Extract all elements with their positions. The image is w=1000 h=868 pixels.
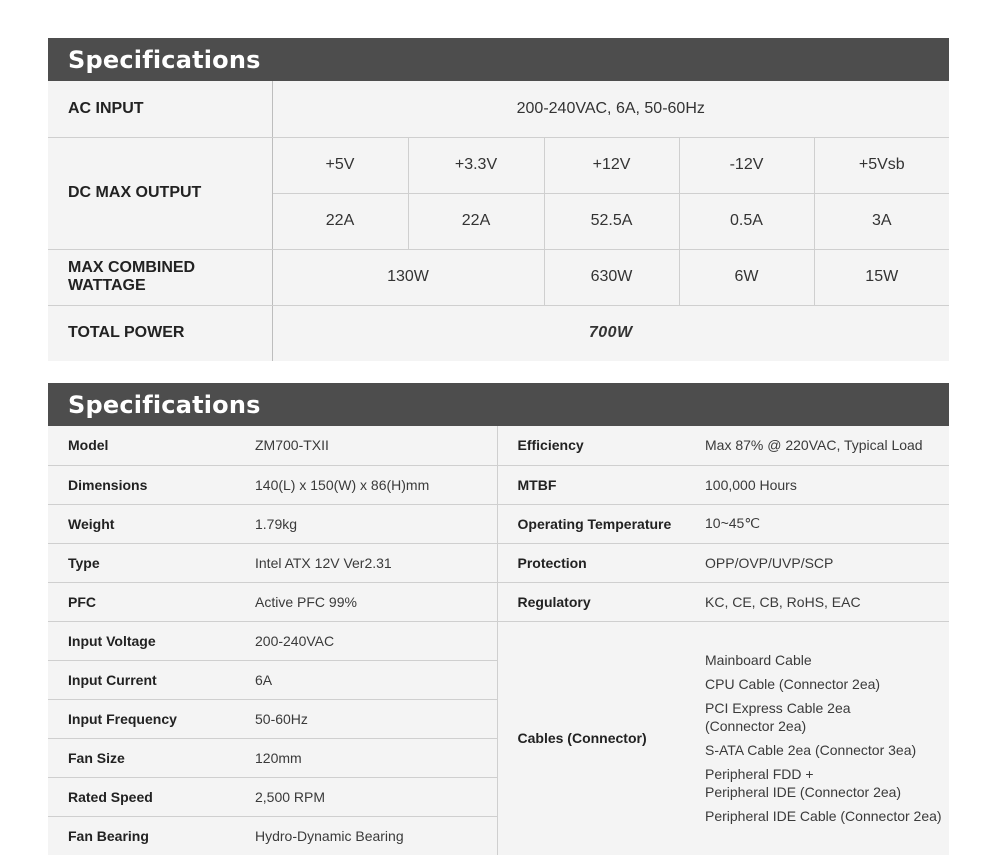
table-row <box>48 543 949 582</box>
table-row <box>48 465 949 504</box>
cables-list <box>705 648 949 828</box>
rail-current: 0.5A <box>679 193 814 249</box>
spec-key: PFC <box>48 582 235 621</box>
max-combined-row <box>48 249 949 305</box>
spec-value: 100,000 Hours <box>685 465 949 504</box>
spec-key: Efficiency <box>497 426 685 465</box>
spec-value: OPP/OVP/UVP/SCP <box>685 543 949 582</box>
rail-label: +5V <box>272 137 408 193</box>
ac-input-row <box>48 81 949 137</box>
table-row <box>48 582 949 621</box>
max-combined-label <box>48 249 272 305</box>
spec-value: 1.79kg <box>235 504 497 543</box>
spec-value: 10~45℃ <box>685 504 949 543</box>
spec-value: 120mm <box>235 738 497 777</box>
list-item: Peripheral IDE Cable (Connector 2ea) <box>705 808 942 825</box>
spec-key: Input Current <box>48 660 235 699</box>
rail-current: 52.5A <box>544 193 679 249</box>
rail-current: 22A <box>408 193 544 249</box>
spec-key: Fan Bearing <box>68 827 149 844</box>
rail-label: -12V <box>679 137 814 193</box>
list-item: Mainboard Cable <box>705 652 812 669</box>
spec-value: 6A <box>235 660 497 699</box>
specifications-panel-power <box>48 38 949 361</box>
spec-key: Rated Speed <box>48 777 235 816</box>
spec-key: Dimensions <box>48 465 235 504</box>
list-item: Peripheral FDD + Peripheral IDE (Connector 2ea) <box>705 766 902 801</box>
rail-label: +3.3V <box>408 137 544 193</box>
dc-max-output-label: DC MAX OUTPUT <box>48 137 272 249</box>
rail-current: 22A <box>272 193 408 249</box>
spec-value: KC, CE, CB, RoHS, EAC <box>685 582 949 621</box>
spec-key: Weight <box>48 504 235 543</box>
panel-header: Specifications <box>48 38 949 81</box>
spec-value: Active PFC 99% <box>235 582 497 621</box>
rail-label: +12V <box>544 137 679 193</box>
spec-key: Protection <box>497 543 685 582</box>
spec-value: 2,500 RPM <box>235 777 497 816</box>
ac-input-value: 200-240VAC, 6A, 50-60Hz <box>272 81 949 137</box>
spec-value: Max 87% @ 220VAC, Typical Load <box>685 426 949 465</box>
total-power-label: TOTAL POWER <box>48 305 272 361</box>
spec-key: Input Voltage <box>48 621 235 660</box>
power-spec-table <box>48 81 949 361</box>
max-combined-label-line2: WATTAGE <box>68 277 146 294</box>
spec-value: 200-240VAC <box>235 621 497 660</box>
spec-value: 50-60Hz <box>235 699 497 738</box>
max-combined-label-line1: MAX COMBINED <box>68 259 196 276</box>
list-item: S-ATA Cable 2ea (Connector 3ea) <box>705 742 917 759</box>
table-row <box>48 504 949 543</box>
spec-key: Fan Size <box>48 738 235 777</box>
combined-value: 6W <box>679 249 814 305</box>
specifications-panel-details <box>48 383 949 855</box>
spec-key: Type <box>48 543 235 582</box>
list-item <box>705 672 949 696</box>
spec-key: Regulatory <box>497 582 685 621</box>
panel-header: Specifications <box>48 383 949 426</box>
table-row <box>48 621 949 660</box>
spec-value: Hydro-Dynamic Bearing <box>235 816 497 855</box>
total-power-row <box>48 305 949 361</box>
cable-item-line: CPU Cable (Connector 2ea) <box>705 676 881 693</box>
table-row <box>48 426 949 465</box>
combined-value: 130W <box>272 249 544 305</box>
spec-value: ZM700-TXII <box>235 426 497 465</box>
ac-input-label: AC INPUT <box>48 81 272 137</box>
spec-value: 140(L) x 150(W) x 86(H)mm <box>235 465 497 504</box>
combined-value: 630W <box>544 249 679 305</box>
combined-value: 15W <box>814 249 949 305</box>
rail-label: +5Vsb <box>814 137 949 193</box>
cables-list-cell <box>685 621 949 855</box>
spec-value: Intel ATX 12V Ver2.31 <box>235 543 497 582</box>
detail-spec-table <box>48 426 949 855</box>
spec-key: Operating Temperature <box>497 504 685 543</box>
spec-key: Model <box>48 426 235 465</box>
cables-key: Cables (Connector) <box>517 730 647 747</box>
list-item: PCI Express Cable 2ea (Connector 2ea) <box>705 700 851 735</box>
dc-rails-row <box>48 137 949 193</box>
spec-key: MTBF <box>497 465 685 504</box>
total-power-value: 700W <box>588 324 633 342</box>
rail-current: 3A <box>814 193 949 249</box>
spec-key: Input Frequency <box>48 699 235 738</box>
